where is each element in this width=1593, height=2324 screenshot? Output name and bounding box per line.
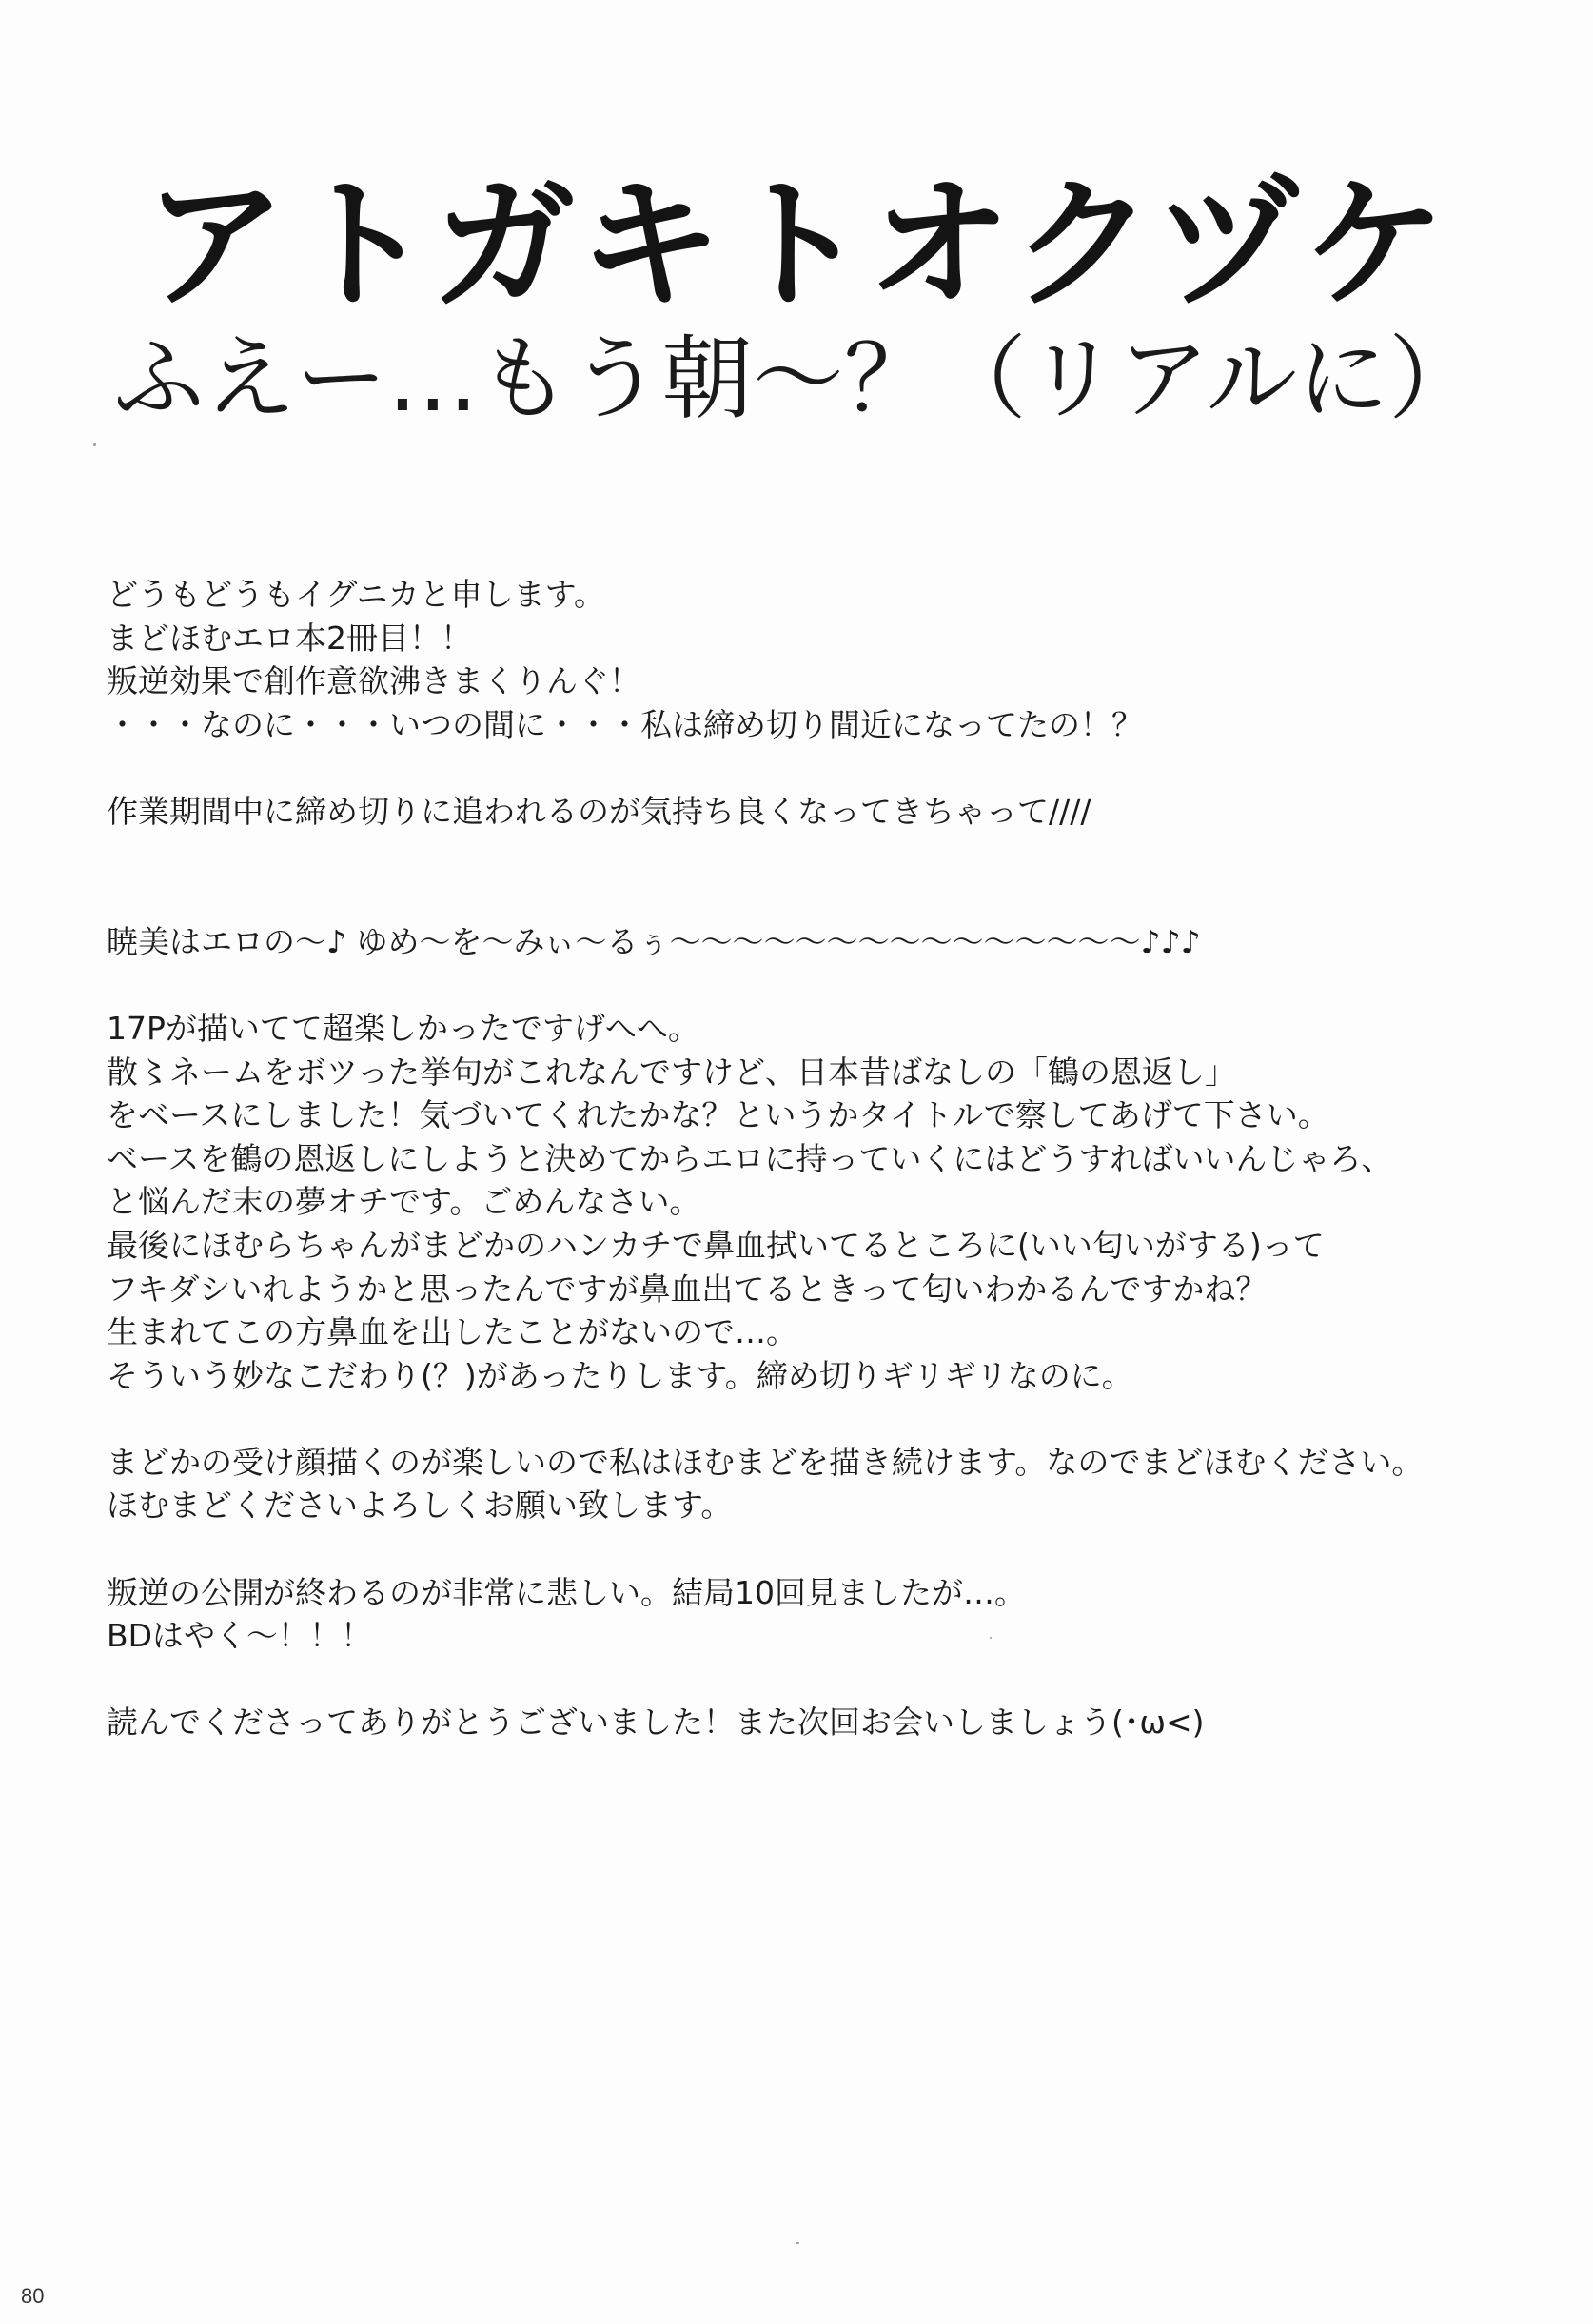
body-line: 叛逆の公開が終わるのが非常に悲しい。結局10回見ましたが…。: [107, 1573, 1026, 1611]
body-line: [107, 876, 1515, 920]
body-line: [107, 1397, 1515, 1441]
body-line: まどほむエロ本2冊目！！: [107, 619, 472, 657]
body-line: 読んでくださってありがとうございました！また次回お会いしましょう(･ω<): [107, 1704, 1205, 1742]
body-line: どうもどうもイグニカと申します。: [107, 576, 606, 613]
body-line: [107, 834, 1515, 877]
body-line: 生まれてこの方鼻血を出したことがないので…。: [107, 1313, 797, 1351]
body-line: 散〻ネームをボツった挙句がこれなんですけど、日本昔ばなしの「鶴の恩返し」: [107, 1053, 1237, 1091]
body-line: [107, 963, 1515, 1007]
body-line: [107, 1527, 1515, 1571]
scan-speck: [93, 443, 96, 446]
body-line: 17Pが描いてて超楽しかったですげへへ。: [107, 1009, 699, 1047]
body-line: 叛逆効果で創作意欲沸きまくりんぐ！: [107, 662, 640, 700]
page-number: 80: [21, 2284, 45, 2308]
body-line: [107, 746, 1515, 790]
page-subtitle: ふえー…もう朝～？（リアルに）: [112, 325, 1481, 432]
body-line: 暁美はエロの～♪ ゆめ～を～みぃ～るぅ～～～～～～～～～～～～～～～♪♪♪: [107, 922, 1201, 960]
body-line: をベースにしました！気づいてくれたかな？というかタイトルで察してあげて下さい。: [107, 1096, 1329, 1134]
afterword-body: [107, 573, 1515, 1744]
body-line: そういう妙なこだわり(？)があったりします。締め切りギリギリなのに。: [107, 1356, 1133, 1394]
body-line: まどかの受け顔描くのが楽しいので私はほむまどを描き続けます。なのでまどほむください。: [107, 1443, 1424, 1481]
body-line: [107, 1658, 1515, 1702]
scan-speck: [796, 2242, 799, 2244]
body-line: と悩んだ末の夢オチです。ごめんなさい。: [107, 1183, 701, 1221]
body-line: 最後にほむらちゃんがまどかのハンカチで鼻血拭いてるところに(いい匂いがする)って: [107, 1226, 1325, 1264]
body-line: ・・・なのに・・・いつの間に・・・私は締め切り間近になってたの！？: [107, 705, 1143, 743]
page-title: アトガキトオクヅケ: [143, 163, 1450, 328]
body-line: ベースを鶴の恩返しにしようと決めてからエロに持っていくにはどうすればいいんじゃろ、: [107, 1139, 1393, 1177]
body-line: ほむまどくださいよろしくお願い致します。: [107, 1487, 733, 1525]
body-line: BDはやく～！！！: [107, 1617, 373, 1655]
body-line: フキダシいれようかと思ったんですが鼻血出てるときって匂いわかるんですかね？: [107, 1270, 1268, 1308]
scan-speck: [990, 1637, 992, 1639]
body-line: 作業期間中に締め切りに追われるのが気持ち良くなってきちゃって////: [107, 792, 1092, 830]
